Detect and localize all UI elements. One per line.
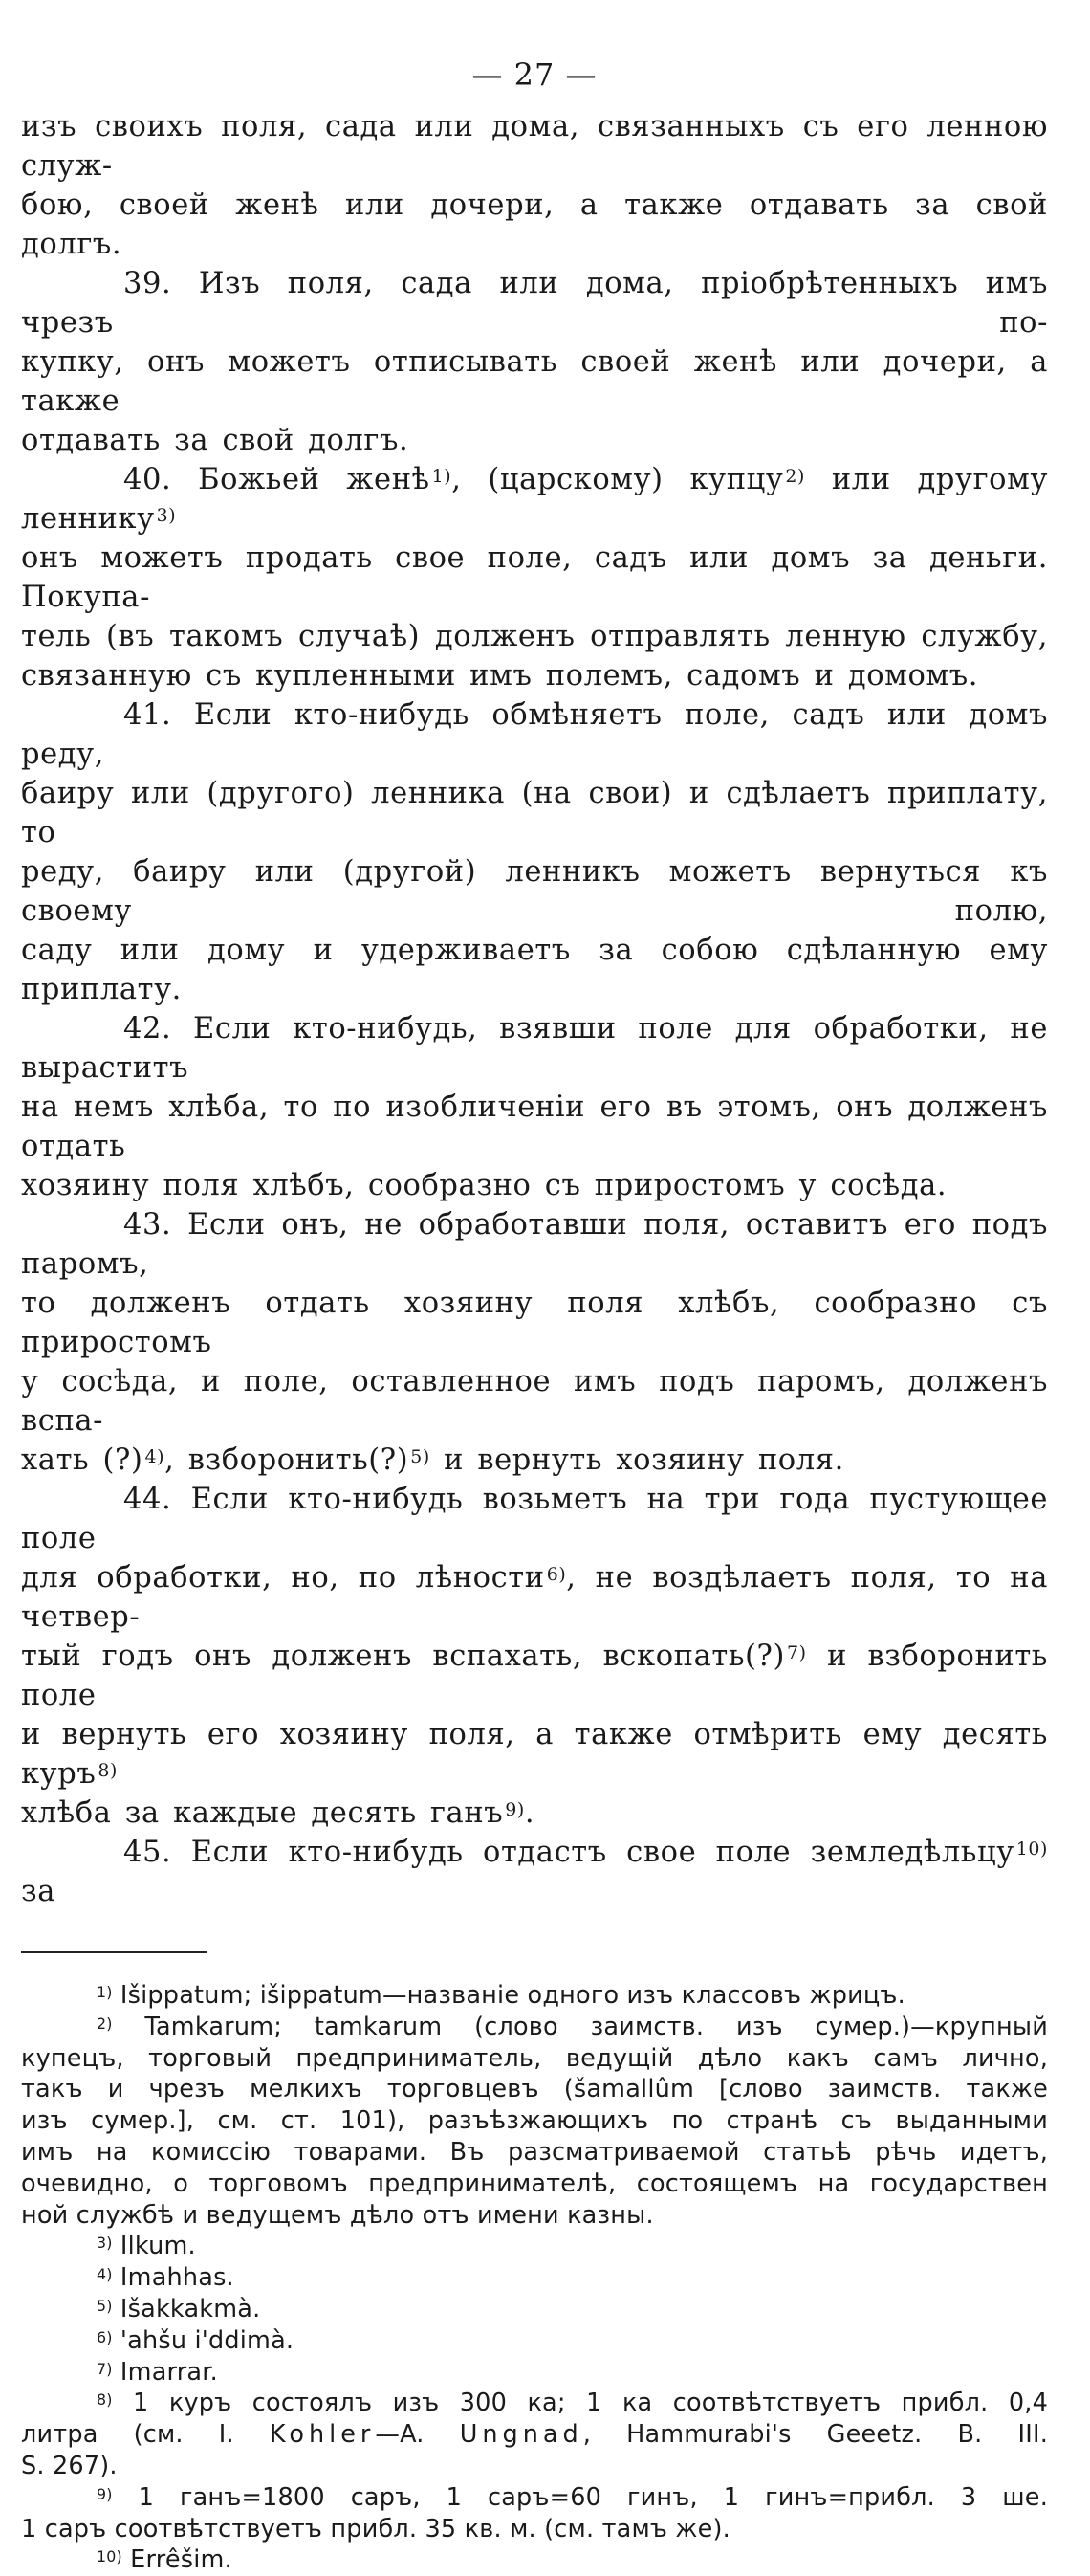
article-43-line <box>21 1441 1048 1480</box>
author-name: Kohler <box>269 2420 376 2450</box>
text-fragment: хлѣба за каждые десять ганъ <box>21 1796 504 1830</box>
article-39-line: купку, онъ можетъ отписывать своей женѣ или дочери, а также <box>21 345 1048 418</box>
article-40-line: онъ можетъ продать свое поле, садъ или домъ за деньги. Покупа- <box>21 541 1048 614</box>
footnote-2-line: ной службѣ и ведущемъ дѣло отъ имени казны. <box>21 2200 654 2230</box>
text-fragment: , взборонить(?) <box>164 1443 409 1477</box>
footnote-ref: 9) <box>505 1799 525 1820</box>
footnote-2-line: изъ сумер.], см. ст. 101), разъѣзжающихъ по странѣ съ выданными <box>21 2106 1048 2136</box>
article-39-line: 39. Изъ поля, сада или дома, пріобрѣтенныхъ имъ чрезъ по- <box>21 267 1048 340</box>
footnote-marker: 1) <box>97 1983 113 2001</box>
footnote-1 <box>21 1980 1048 2012</box>
text-fragment: , (царскому) купцу <box>451 463 784 496</box>
footnote-10 <box>21 2544 1048 2576</box>
footnote-ref: 8) <box>98 1760 118 1781</box>
article-44-line <box>21 1637 1048 1715</box>
footnote-ref: 10) <box>1015 1838 1048 1860</box>
footnote-marker: 9) <box>97 2484 113 2503</box>
article-44-line <box>21 1794 1048 1833</box>
article-43-line: у сосѣда, и поле, оставленное имъ подъ паромъ, долженъ вспа- <box>21 1365 1048 1438</box>
footnote-9-line: 1 саръ соотвѣтствуетъ прибл. 35 кв. м. (см. тамъ же). <box>21 2514 730 2543</box>
footnote-text: Errêšim. <box>121 2545 232 2575</box>
article-40-line: связанную съ купленными имъ полемъ, садомъ и домомъ. <box>21 659 979 693</box>
footnote-marker: 6) <box>97 2327 113 2346</box>
article-41-line: баиру или (другого) ленника (на свои) и сдѣлаетъ приплату, то <box>21 777 1048 849</box>
article-41-line: реду, баиру или (другой) ленникъ можетъ вернуться къ своему полю, <box>21 855 1048 928</box>
footnote-ref: 2) <box>785 466 806 487</box>
footnote-marker: 5) <box>97 2296 113 2315</box>
footnote-2-line: имъ на комиссію товарами. Въ разсматриваемой статьѣ рѣчь идетъ, <box>21 2137 1048 2167</box>
footnote-ref: 4) <box>144 1446 165 1467</box>
article-43-line: то долженъ отдать хозяину поля хлѣбъ, сообразно съ приростомъ <box>21 1287 1048 1359</box>
author-name: Ungnad <box>459 2420 583 2450</box>
footnote-marker: 7) <box>97 2359 113 2378</box>
article-43-line: 43. Если онъ, не обработавши поля, оставитъ его подъ паромъ, <box>21 1208 1048 1281</box>
footnotes <box>21 1980 1048 2576</box>
article-39-line: отдавать за свой долгъ. <box>21 424 409 457</box>
text-fragment: и вернуть его хозяину поля, а также отмѣрить ему десять куръ <box>21 1718 1048 1791</box>
footnote-text: 1 ганъ=1800 саръ, 1 саръ=60 гинъ, 1 гинъ=прибл. 3 ше. <box>112 2482 1048 2512</box>
footnote-text: —A. <box>375 2420 460 2450</box>
footnote-text: 1 куръ состоялъ изъ 300 ка; 1 ка соотвѣтствуетъ прибл. 0,4 <box>112 2389 1048 2418</box>
footnote-text: Tamkarum; tamkarum (слово заимств. изъ сумер.)—крупный <box>112 2012 1048 2041</box>
text-fragment: или другому леннику <box>21 463 1049 536</box>
footnote-text: 'ahšu i'ddimà. <box>112 2325 294 2355</box>
footnote-2-line: купецъ, торговый предприниматель, ведущій дѣло какъ самъ лично, <box>21 2043 1048 2073</box>
footnote-6 <box>21 2325 1048 2357</box>
text-fragment: хать (?) <box>21 1443 143 1477</box>
text-fragment: тый годъ онъ долженъ вспахать, вскопать(?) <box>21 1640 786 1673</box>
article-41-line: 41. Если кто-нибудь обмѣняетъ поле, садъ или домъ реду, <box>21 698 1048 771</box>
footnote-text: , Hammurabi's Geeetz. B. III. <box>582 2420 1049 2450</box>
footnote-text: Imarrar. <box>112 2357 218 2387</box>
text-fragment: 40. Божьей женѣ <box>123 463 430 496</box>
book-page <box>21 55 1048 2576</box>
footnote-2 <box>21 2012 1048 2043</box>
footnote-5 <box>21 2294 1048 2325</box>
footnote-ref: 6) <box>546 1564 567 1585</box>
footnote-8-line <box>21 2419 1048 2451</box>
article-40-line <box>21 460 1048 539</box>
article-42-line: хозяину поля хлѣбъ, сообразно съ приростомъ у сосѣда. <box>21 1169 948 1202</box>
text-fragment: , не воздѣлаетъ поля, то на четвер- <box>21 1561 1048 1634</box>
footnote-marker: 10) <box>97 2547 122 2566</box>
page-number: — 27 — <box>471 56 598 93</box>
footnote-2-line: такъ и чрезъ мелкихъ торговцевъ (šamallûm [слово заимств. также <box>21 2075 1048 2104</box>
text-fragment: и вернуть хозяину поля. <box>429 1443 844 1477</box>
footnote-text: литра (см. I. <box>21 2420 270 2450</box>
footnote-8-line: S. 267). <box>21 2451 118 2480</box>
footnote-2-line: очевидно, о торговомъ предпринимателѣ, состоящемъ на государствен <box>21 2169 1048 2198</box>
article-45-line <box>21 1833 1048 1911</box>
footnote-3 <box>21 2231 1048 2262</box>
article-40-line: тель (въ такомъ случаѣ) долженъ отправлять ленную службу, <box>21 620 1048 653</box>
text-fragment: для обработки, но, по лѣности <box>21 1561 545 1595</box>
text-fragment: за <box>21 1875 56 1908</box>
footnote-ref: 5) <box>410 1446 430 1467</box>
article-42-line: на немъ хлѣба, то по изобличеніи его въ этомъ, онъ долженъ отдать <box>21 1090 1048 1163</box>
article-42-line: 42. Если кто-нибудь, взявши поле для обработки, не выраститъ <box>21 1012 1048 1085</box>
footnote-9 <box>21 2482 1048 2514</box>
continuation-line: изъ своихъ поля, сада или дома, связанныхъ съ его ленною служ- <box>21 110 1048 183</box>
footnote-ref: 7) <box>787 1642 807 1663</box>
body-text <box>21 107 1048 1911</box>
article-44-line <box>21 1715 1048 1794</box>
footnote-text: Ilkum. <box>112 2232 196 2261</box>
footnote-marker: 3) <box>97 2234 113 2253</box>
footnote-text: Imahhas. <box>112 2263 234 2293</box>
footnote-marker: 2) <box>97 2014 113 2033</box>
footnote-marker: 8) <box>97 2390 113 2410</box>
text-fragment: . <box>524 1796 535 1830</box>
article-44-line: 44. Если кто-нибудь возьметъ на три года пустующее поле <box>21 1483 1048 1555</box>
text-fragment: и взборонить поле <box>21 1640 1048 1712</box>
article-41-line: саду или дому и удерживаетъ за собою сдѣланную ему приплату. <box>21 934 1048 1006</box>
footnote-ref: 1) <box>431 466 452 487</box>
footnote-7 <box>21 2357 1048 2389</box>
text-fragment: 45. Если кто-нибудь отдастъ свое поле земледѣльцу <box>123 1836 1014 1869</box>
footnote-text: Išakkakmà. <box>112 2294 261 2323</box>
footnote-text: Išippatum; išippatum—названіе одного изъ классовъ жрицъ. <box>112 1981 905 2010</box>
footnote-divider <box>21 1951 207 1953</box>
footnote-marker: 4) <box>97 2265 113 2284</box>
article-44-line <box>21 1558 1048 1637</box>
continuation-line: бою, своей женѣ или дочери, а также отдавать за свой долгъ. <box>21 188 1048 261</box>
footnote-ref: 3) <box>156 505 177 526</box>
footnote-4 <box>21 2262 1048 2294</box>
footnote-8 <box>21 2388 1048 2419</box>
